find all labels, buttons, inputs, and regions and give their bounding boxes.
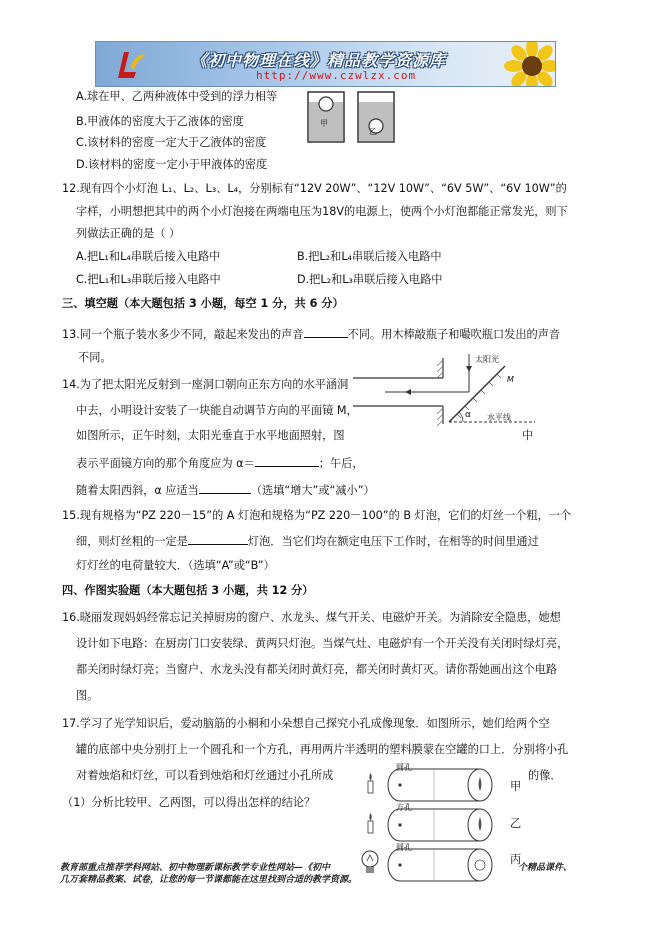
footer-line-1 (60, 862, 572, 874)
page-footer (60, 862, 572, 886)
q17-line1: 17.学习了光学知识后，爱动脑筋的小桐和小朵想自己探究小孔成像现象．如图所示，她们给两个空 (62, 717, 550, 730)
q14-blank-1[interactable] (255, 455, 319, 467)
q14-fig-sunlight-label: 太阳光 (475, 355, 499, 364)
q13-line1-a: 13.同一个瓶子装水多少不同，敲起来发出的声音 (62, 328, 304, 341)
q12-line3: 列做法正确的是（ ） (76, 227, 181, 240)
q14-fig-m-label: M (507, 375, 514, 384)
q13-line2: 不同。 (78, 351, 112, 364)
q14-line3-b: 中 (522, 429, 534, 442)
q16-line3: 都关闭时绿灯亮；当窗户、水龙头没有都关闭时黄灯亮，都关闭时黄灯灭。请你帮她画出这个电路 (76, 663, 558, 676)
q17-fig-label-hole-2: 方孔 (396, 803, 412, 812)
q11-option-a: A.球在甲、乙两种液体中受到的浮力相等 (76, 90, 278, 103)
q11-option-d: D.该材料的密度一定小于甲液体的密度 (76, 158, 268, 171)
footer-line-2: 几万套精品教案、试卷，让您的每一节课都能在这里找到合适的教学资源。 (60, 875, 358, 885)
q17-fig-name-bing: 丙 (510, 853, 522, 866)
q16-line1: 16.晓丽发现妈妈经常忘记关掉厨房的窗户、水龙头、煤气开关、电磁炉开关。为消除安全隐患，她想 (62, 611, 561, 624)
section-4-heading: 四、作图实验题（本大题包括 3 小题，共 12 分） (62, 584, 314, 597)
q15-line2-b: 灯泡．当它们均在额定电压下工作时，在相等的时间里通过 (247, 535, 539, 548)
q16-line4: 图。 (76, 689, 99, 702)
q15-line2-a: 细，则灯丝粗的一定是 (76, 535, 188, 548)
q17-line2: 罐的底部中央分别打上一个圆孔和一个方孔，再用两片半透明的塑料膜蒙在空罐的口上．分别将小孔 (76, 743, 569, 756)
q15-line1: 15.现有规格为“PZ 220－15”的 A 灯泡和规格为“PZ 220－100”的 B 灯泡，它们的灯丝一个粗，一个 (62, 509, 572, 522)
q14-line5 (76, 482, 375, 498)
q14-line4-a: 表示平面镜方向的那个角度应为 α＝ (76, 457, 255, 470)
q14-line1: 14.为了把太阳光反射到一座洞口朝向正东方向的水平涵洞 (62, 378, 349, 391)
section-3-heading: 三、填空题（本大题包括 3 小题，每空 1 分，共 6 分） (62, 297, 344, 310)
q14-line2: 中去，小明设计安装了一块能自动调节方向的平面镜 M， (76, 404, 358, 417)
q13-line1-b: 不同。用木棒敲瓶子和嘬吹瓶口发出的声音 (347, 328, 561, 341)
sunflower-icon (503, 41, 556, 87)
q12-line1: 12.现有四个小灯泡 L₁、L₂、L₃、L₄，分别标有“12V 20W”、“12V 10W”、“6V 5W”、“6V 10W”的 (62, 182, 567, 195)
q17-line3-a: 对着烛焰和灯丝，可以看到烛焰和灯丝通过小孔所成 (76, 769, 334, 782)
q15-blank-1[interactable] (188, 533, 248, 545)
q17-fig-name-yi: 乙 (510, 817, 522, 830)
q14-line3 (76, 428, 345, 443)
q11-label-yi: 乙 (369, 127, 377, 136)
q12-option-b: B.把L₂和L₄串联后接入电路中 (297, 250, 442, 263)
banner-title: 《初中物理在线》精品教学资源库 (191, 51, 447, 70)
q14-fig-alpha-label: α (465, 410, 471, 420)
q17-fig-name-jia: 甲 (510, 780, 522, 793)
q14-line4 (76, 455, 364, 471)
q12-option-a: A.把L₁和L₄串联后接入电路中 (76, 250, 221, 263)
header-banner (95, 41, 556, 87)
q14-line4-b: ；午后， (318, 457, 364, 470)
q14-blank-2[interactable] (199, 482, 251, 494)
q16-line2: 设计如下电路：在厨房门口安装绿、黄两只灯泡。当煤气灶、电磁炉有一个开关没有关闭时绿灯亮， (76, 637, 569, 650)
q11-option-c: C.该材料的密度一定大于乙液体的密度 (76, 136, 267, 149)
q13-line1 (62, 326, 560, 342)
q17-fig-label-hole-3: 圆孔 (396, 843, 412, 852)
q13-blank[interactable] (304, 326, 348, 338)
q12-option-c: C.把L₁和L₃串联后接入电路中 (76, 273, 221, 286)
q12-option-d: D.把L₂和L₃串联后接入电路中 (297, 273, 443, 286)
q14-mirror-figure (345, 352, 545, 428)
q15-line3: 灯灯丝的电荷量较大．（选填“A”或“B”） (76, 559, 275, 572)
banner-url[interactable]: http://www.czwlzx.com (256, 69, 417, 82)
q14-fig-horizontal-label: 水平线 (487, 413, 511, 422)
q17-line3-b: 的像． (528, 769, 562, 782)
site-logo-icon (114, 46, 148, 82)
q17-fig-label-hole-1: 圆孔 (396, 763, 412, 772)
q17-line3 (76, 768, 333, 783)
q14-line5-b: （选填“增大”或“减小”） (250, 484, 375, 497)
q11-option-b: B.甲液体的密度大于乙液体的密度 (76, 115, 244, 128)
q11-label-jia: 甲 (320, 119, 328, 128)
q15-line2 (76, 533, 539, 549)
footer-line-1-a: 教育部重点推荐学科网站、初中物理新课标教学专业性网站—《初中 (60, 863, 331, 873)
footer-line-1-b: 个精品课件、 (518, 863, 573, 873)
q12-line2: 字样，小明想把其中的两个小灯泡接在两端电压为18V的电源上，使两个小灯泡都能正常发光，则下 (76, 205, 568, 218)
q14-line3-a: 如图所示，正午时刻，太阳光垂直于水平地面照射，图 (76, 429, 345, 442)
q14-line5-a: 随着太阳西斜，α 应适当 (76, 484, 199, 497)
q17-sub1: （1）分析比较甲、乙两图，可以得出怎样的结论？ (62, 796, 316, 809)
